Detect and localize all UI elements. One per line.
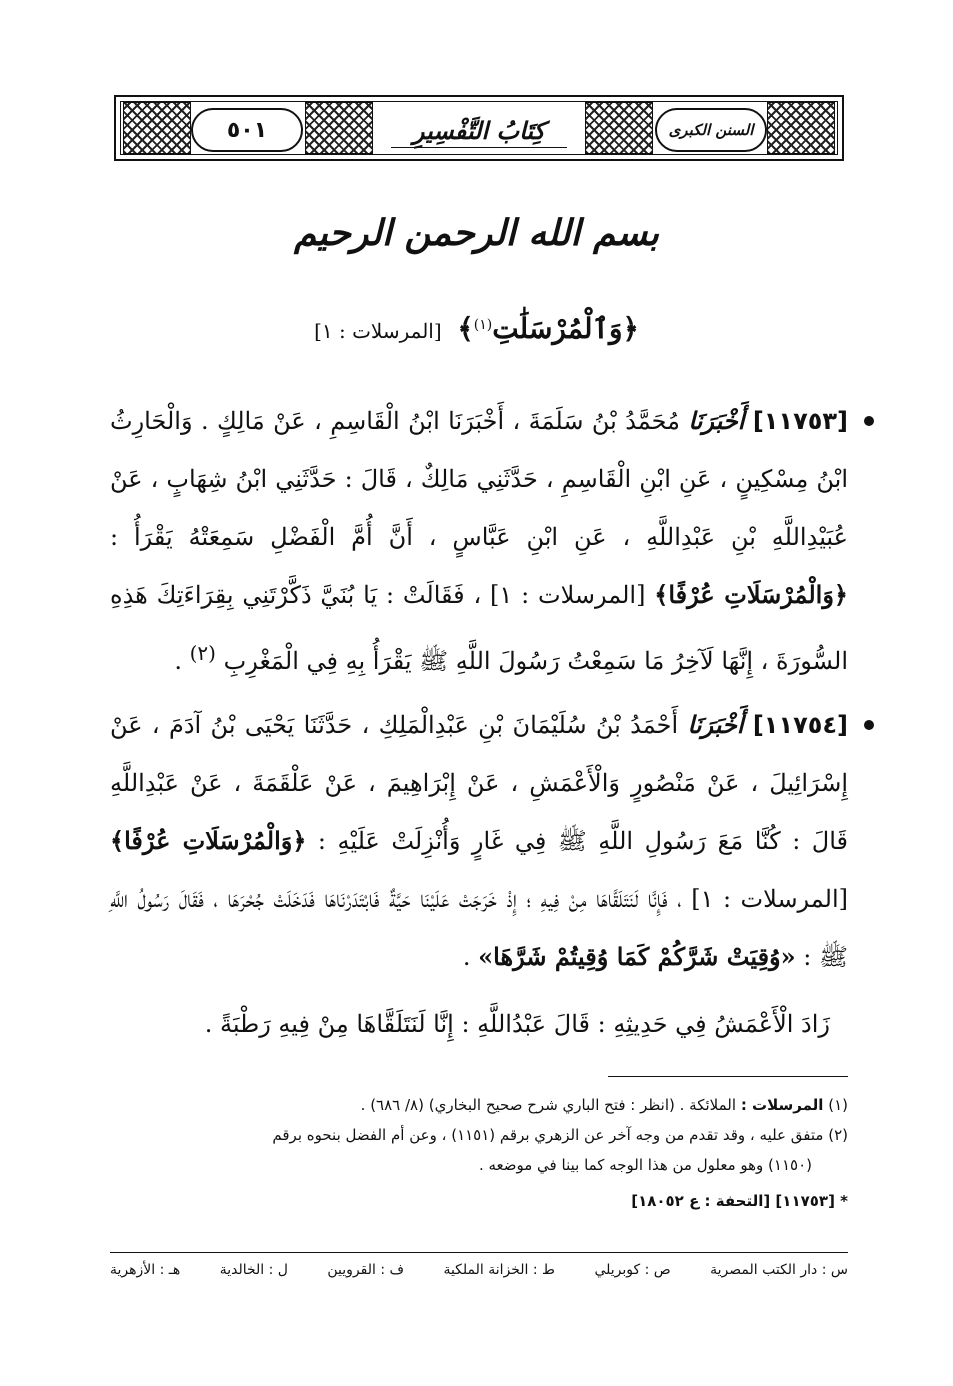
book-logo — [655, 108, 767, 152]
quran-quote: ﴿وَالْمُرْسَلَاتِ عُرْفًا﴾ — [110, 826, 307, 855]
prophetic-saying: «وُقِيَتْ شَرَّكُمْ كَمَا وُقِيتُمْ شَرَّهَا» — [478, 942, 796, 971]
footnote-number: (٢) — [828, 1126, 848, 1144]
hadith-11754 — [110, 696, 848, 986]
sigla-divider — [110, 1252, 848, 1253]
hadith-opening: أَخْبَرَنَا — [687, 710, 744, 739]
verse-reference: [المرسلات : ١] — [490, 581, 646, 609]
takhrij-note: * [١١٧٥٣] [التحفة : ع ١٨٠٥٢] — [631, 1192, 848, 1210]
siglum-item: ط : الخزانة الملكية — [443, 1262, 556, 1278]
verse-close: ﴾ — [457, 312, 474, 345]
hadith-addition: زَادَ الْأَعْمَشُ فِي حَدِيثِهِ : قَالَ عَبْدُاللَّهِ : إِنَّا لَنَتَلَقَّاهَا مِنْ فِيهِ رَطْبَةً . — [204, 1010, 830, 1038]
hadith-end: . — [174, 647, 182, 675]
siglum-item: ل : الخالدية — [219, 1262, 288, 1278]
hadith-opening: أَخْبَرَنَا — [688, 406, 745, 435]
footnote-1 — [120, 1090, 848, 1120]
verse-text: ﴿وَٱلْمُرْسَلَٰتِ — [492, 312, 639, 345]
hadith-text: ، فَإِنَّا لَنَتَلَقَّاهَا مِنْ فِيهِ ؛ إِذْ خَرَجَتْ عَلَيْنَا حَيَّةٌ فَابْتَدَرْنَاهَا فَدَخَلَتْ جُحْرَهَا ، فَقَالَ رَسُولُ اللَّهِ ﷺ : — [110, 885, 848, 971]
footnotes — [120, 1090, 848, 1216]
hadith-end: . — [462, 943, 471, 971]
hadith-text: مُحَمَّدُ بْنُ سَلَمَةَ ، أَخْبَرَنَا ابْنُ الْقَاسِمِ ، عَنْ مَالِكٍ . وَالْحَارِثُ ابْنُ مِسْكِينٍ ، عَنِ ابْنِ الْقَاسِمِ ، حَدَّثَنِي مَالِكٌ ، قَالَ : حَدَّثَنِي ابْنُ شِهَابٍ ، عَنْ عُبَيْدِاللَّهِ بْنِ عَبْدِاللَّهِ ، عَنِ ابْنِ عَبَّاسٍ ، أَنَّ أُمَّ الْفَضْلِ سَمِعَتْهُ يَقْرَأُ : — [110, 407, 848, 551]
footnote-2 — [120, 1120, 848, 1150]
logo-calligraphy: السنن الكبرى — [668, 121, 754, 139]
title-underline — [391, 147, 567, 148]
footnote-marker: (٢) — [189, 641, 216, 665]
basmala: بسم الله الرحمن الرحيم — [293, 212, 660, 254]
quran-quote: ﴿وَالْمُرْسَلَاتِ عُرْفًا﴾ — [654, 580, 848, 609]
footnote-text: متفق عليه ، وقد تقدم من وجه آخر عن الزهري برقم (١١٥١) ، وعن أم الفضل بنحوه برقم — [272, 1126, 824, 1144]
footnote-term: المرسلات : — [740, 1096, 824, 1114]
hadith-number: [١١٧٥٣] — [752, 407, 848, 435]
bullet-icon — [864, 416, 874, 426]
hadith-number: [١١٧٥٤] — [752, 711, 849, 739]
hadith-text: ، فَقَالَتْ : يَا بُنَيَّ ذَكَّرْتَنِي بِقِرَاءَتِكَ هَذِهِ السُّورَةَ ، إِنَّهَا لَآخِرُ مَا سَمِعْتُ رَسُولَ اللَّهِ ﷺ يَقْرَأُ بِهِ فِي الْمَغْرِبِ — [110, 581, 848, 675]
ornament-pattern — [585, 102, 653, 154]
siglum-item: ص : كوبريلي — [594, 1262, 671, 1278]
footnote-marker: (١) — [473, 317, 493, 333]
siglum-item: ف : القرويين — [327, 1262, 405, 1278]
ornament-pattern — [767, 102, 835, 154]
header-frame — [120, 101, 838, 155]
siglum-item: س : دار الكتب المصرية — [710, 1262, 848, 1278]
verse-reference: [المرسلات : ١] — [691, 885, 849, 913]
hadith-11753 — [110, 392, 848, 690]
page-header — [114, 95, 844, 161]
ornament-pattern — [123, 102, 191, 154]
manuscript-sigla — [110, 1262, 848, 1278]
footnote-divider — [608, 1076, 848, 1077]
footnote-2-continued: (١١٥٠) وهو معلول من هذا الوجه كما بينا في موضعه . — [478, 1156, 812, 1174]
footnote-number: (١) — [828, 1096, 848, 1114]
footnote-text: الملائكة . (انظر : فتح الباري شرح صحيح البخاري) (٨/ ٦٨٦) . — [360, 1096, 737, 1114]
bullet-icon — [864, 720, 874, 730]
surah-heading — [0, 312, 953, 345]
verse-reference: [المرسلات : ١] — [314, 319, 442, 343]
page-number: ٥٠١ — [191, 108, 303, 152]
hadith-text: أَحْمَدُ بْنُ سُلَيْمَانَ بْنِ عَبْدِالْمَلِكِ ، حَدَّثَنَا يَحْيَى بْنُ آدَمَ ، عَنْ إِسْرَائِيلَ ، عَنْ مَنْصُورٍ وَالْأَعْمَشِ ، عَنْ إِبْرَاهِيمَ ، عَنْ عَلْقَمَةَ ، عَنْ عَبْدِاللَّهِ قَالَ : كُنَّا مَعَ رَسُولِ اللَّهِ ﷺ فِي غَارٍ وَأُنْزِلَتْ عَلَيْهِ : — [110, 711, 849, 855]
siglum-item: هـ : الأزهرية — [110, 1262, 181, 1278]
book-title: كِتَابُ التَّفْسِيرِ — [412, 115, 546, 145]
ornament-pattern — [305, 102, 373, 154]
